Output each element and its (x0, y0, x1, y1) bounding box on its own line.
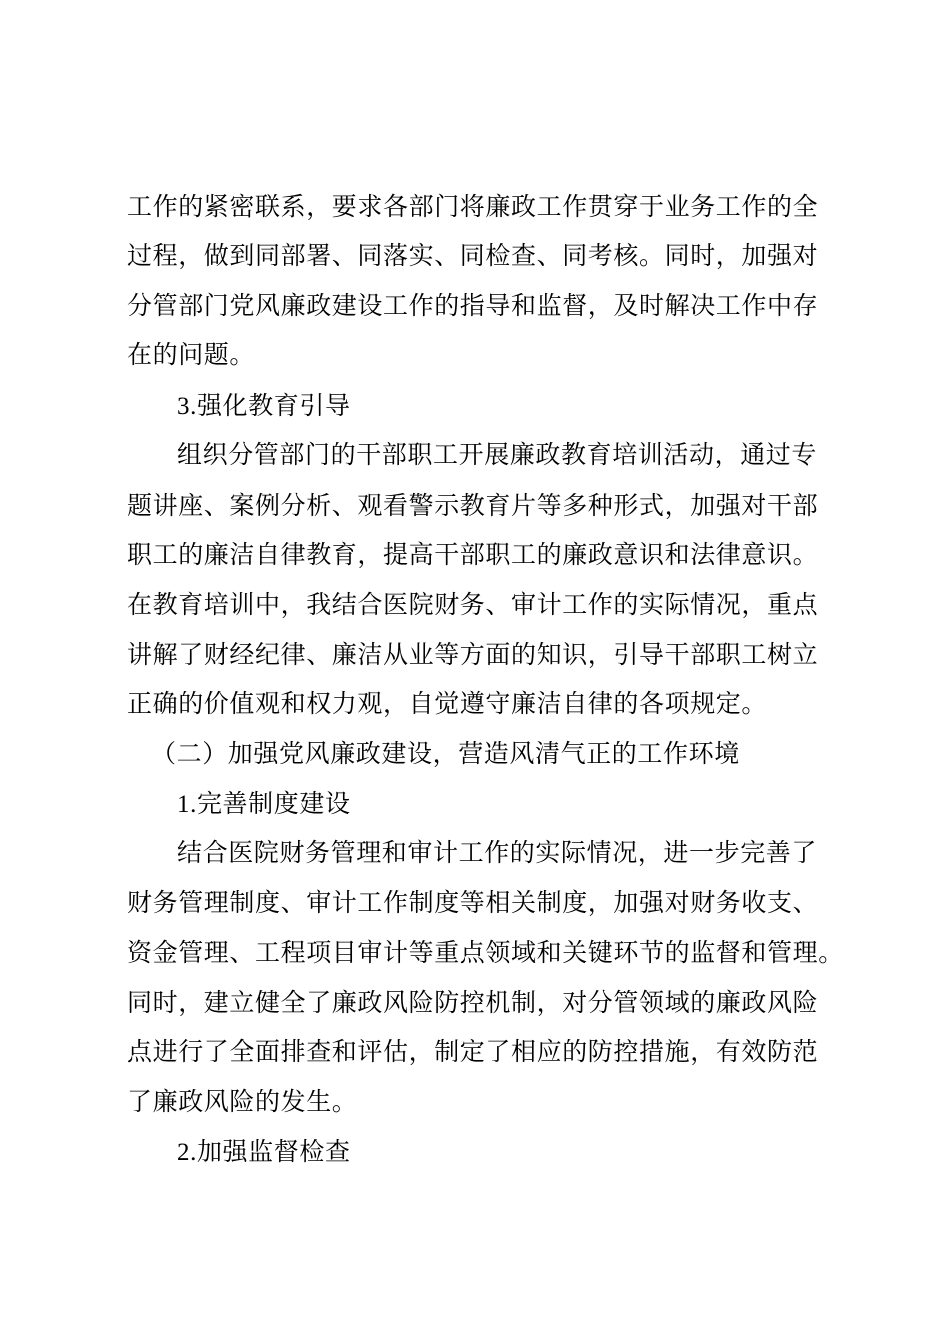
body-line: 点进行了全面排查和评估，制定了相应的防控措施，有效防范 (127, 1037, 819, 1066)
subheading-number: 2. (177, 1139, 197, 1166)
section-heading: （二）加强党风廉政建设，营造风清气正的工作环境 (151, 739, 740, 768)
body-line: 过程，做到同部署、同落实、同检查、同考核。同时，加强对 (127, 241, 819, 270)
body-line: 结合医院财务管理和审计工作的实际情况，进一步完善了 (177, 838, 818, 867)
body-line: 同时，建立健全了廉政风险防控机制，对分管领域的廉政风险 (127, 988, 819, 1017)
subheading-strengthen-education (177, 381, 897, 431)
subheading-text: 完善制度建设 (196, 789, 351, 818)
body-line: 在的问题。 (127, 340, 256, 369)
subheading-number: 3. (177, 393, 197, 420)
body-line: 题讲座、案例分析、观看警示教育片等多种形式，加强对干部 (127, 491, 819, 520)
body-line: 财务管理制度、审计工作制度等相关制度，加强对财务收支、 (127, 888, 819, 917)
body-line: 资金管理、工程项目审计等重点领域和关键环节的监督和管理。 (127, 938, 844, 967)
body-line: 分管部门党风廉政建设工作的指导和监督，及时解决工作中存 (127, 291, 819, 320)
subheading-number: 1. (177, 791, 197, 818)
subheading-improve-system (177, 779, 897, 829)
subheading-text: 加强监督检查 (196, 1137, 351, 1166)
body-line: 讲解了财经纪律、廉洁从业等方面的知识，引导干部职工树立 (127, 640, 819, 669)
body-line: 正确的价值观和权力观，自觉遵守廉洁自律的各项规定。 (127, 689, 768, 718)
body-line: 职工的廉洁自律教育，提高干部职工的廉政意识和法律意识。 (127, 540, 819, 569)
subheading-text: 强化教育引导 (196, 391, 351, 420)
body-line: 在教育培训中，我结合医院财务、审计工作的实际情况，重点 (127, 590, 819, 619)
body-line: 了廉政风险的发生。 (127, 1087, 358, 1116)
body-line: 工作的紧密联系，要求各部门将廉政工作贯穿于业务工作的全 (127, 192, 819, 221)
body-line: 组织分管部门的干部职工开展廉政教育培训活动，通过专 (177, 440, 818, 469)
subheading-strengthen-supervision (177, 1127, 897, 1177)
